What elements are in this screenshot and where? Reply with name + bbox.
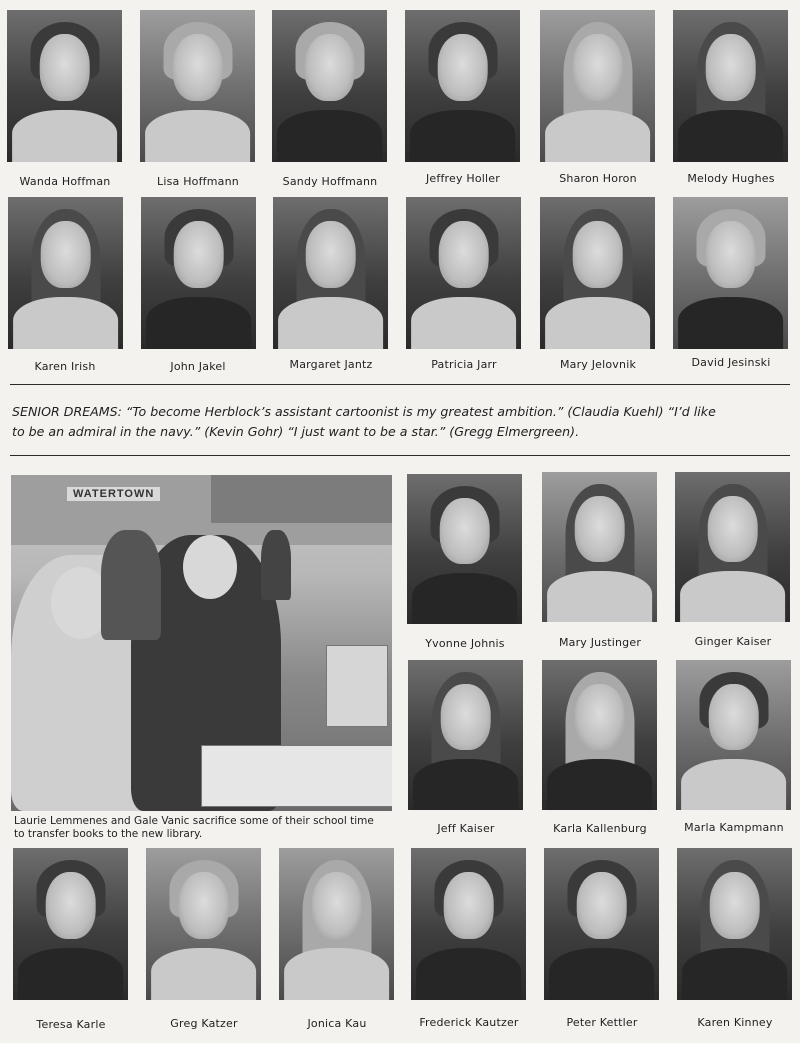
portrait-karla-kallenburg xyxy=(542,660,657,810)
portrait-jeffrey-holler xyxy=(405,10,520,162)
portrait-greg-katzer xyxy=(146,848,261,1000)
name-label: Karen Irish xyxy=(34,360,96,373)
portrait-jeff-kaiser xyxy=(408,660,523,810)
portrait-margaret-jantz xyxy=(273,197,388,349)
name-label: Greg Katzer xyxy=(170,1017,238,1030)
name-label: John Jakel xyxy=(170,360,226,373)
photo-caption xyxy=(14,815,399,841)
portrait-sharon-horon xyxy=(540,10,655,162)
name-label: Sharon Horon xyxy=(559,172,637,185)
portrait-david-jesinski xyxy=(673,197,788,349)
face xyxy=(183,535,237,599)
senior-dreams-text xyxy=(12,402,792,442)
background-person xyxy=(101,530,161,640)
book-box xyxy=(201,745,392,807)
book-box xyxy=(326,645,388,727)
portrait-teresa-karle xyxy=(13,848,128,1000)
portrait-yvonne-johnis xyxy=(407,474,522,624)
portrait-marla-kampmann xyxy=(676,660,791,810)
name-label: Karla Kallenburg xyxy=(553,822,647,835)
storefront-building xyxy=(211,475,392,523)
store-sign: WATERTOWN xyxy=(67,487,160,501)
portrait-john-jakel xyxy=(141,197,256,349)
portrait-mary-jelovnik xyxy=(540,197,655,349)
portrait-wanda-hoffman xyxy=(7,10,122,162)
portrait-mary-justinger xyxy=(542,472,657,622)
name-label: Margaret Jantz xyxy=(289,358,373,371)
background-person xyxy=(261,530,291,600)
name-label: Jeff Kaiser xyxy=(437,822,495,835)
name-label: David Jesinski xyxy=(691,356,771,369)
portrait-sandy-hoffmann xyxy=(272,10,387,162)
name-label: Teresa Karle xyxy=(36,1018,106,1031)
name-label: Mary Justinger xyxy=(558,636,642,649)
name-label: Yvonne Johnis xyxy=(425,637,505,650)
name-label: Ginger Kaiser xyxy=(694,635,772,648)
portrait-frederick-kautzer xyxy=(411,848,526,1000)
divider-bottom xyxy=(10,455,790,456)
name-label: Lisa Hoffmann xyxy=(157,175,239,188)
portrait-karen-kinney xyxy=(677,848,792,1000)
name-label: Marla Kampmann xyxy=(684,821,784,834)
caption-line: Laurie Lemmenes and Gale Vanic sacrifice some of their school time xyxy=(14,815,374,827)
divider-top xyxy=(10,384,790,385)
portrait-patricia-jarr xyxy=(406,197,521,349)
name-label: Jonica Kau xyxy=(307,1017,367,1030)
name-label: Frederick Kautzer xyxy=(419,1016,519,1029)
portrait-lisa-hoffmann xyxy=(140,10,255,162)
name-label: Peter Kettler xyxy=(566,1016,638,1029)
portrait-ginger-kaiser xyxy=(675,472,790,622)
name-label: Karen Kinney xyxy=(697,1016,773,1029)
name-label: Melody Hughes xyxy=(687,172,775,185)
caption-line: to transfer books to the new library. xyxy=(14,828,203,840)
name-label: Jeffrey Holler xyxy=(425,172,500,185)
senior-dreams-line: to be an admiral in the navy.” (Kevin Gohr) “I just want to be a star.” (Gregg Elmergreen). xyxy=(12,424,580,439)
candid-photo xyxy=(11,475,392,811)
name-label: Mary Jelovnik xyxy=(559,358,637,371)
name-label: Patricia Jarr xyxy=(431,358,497,371)
portrait-melody-hughes xyxy=(673,10,788,162)
portrait-jonica-kau xyxy=(279,848,394,1000)
name-label: Sandy Hoffmann xyxy=(282,175,378,188)
portrait-karen-irish xyxy=(8,197,123,349)
senior-dreams-line: SENIOR DREAMS: “To become Herblock’s assistant cartoonist is my greatest ambition.” (Claudia Kuehl) “I’d like xyxy=(12,404,716,419)
portrait-peter-kettler xyxy=(544,848,659,1000)
name-label: Wanda Hoffman xyxy=(19,175,111,188)
